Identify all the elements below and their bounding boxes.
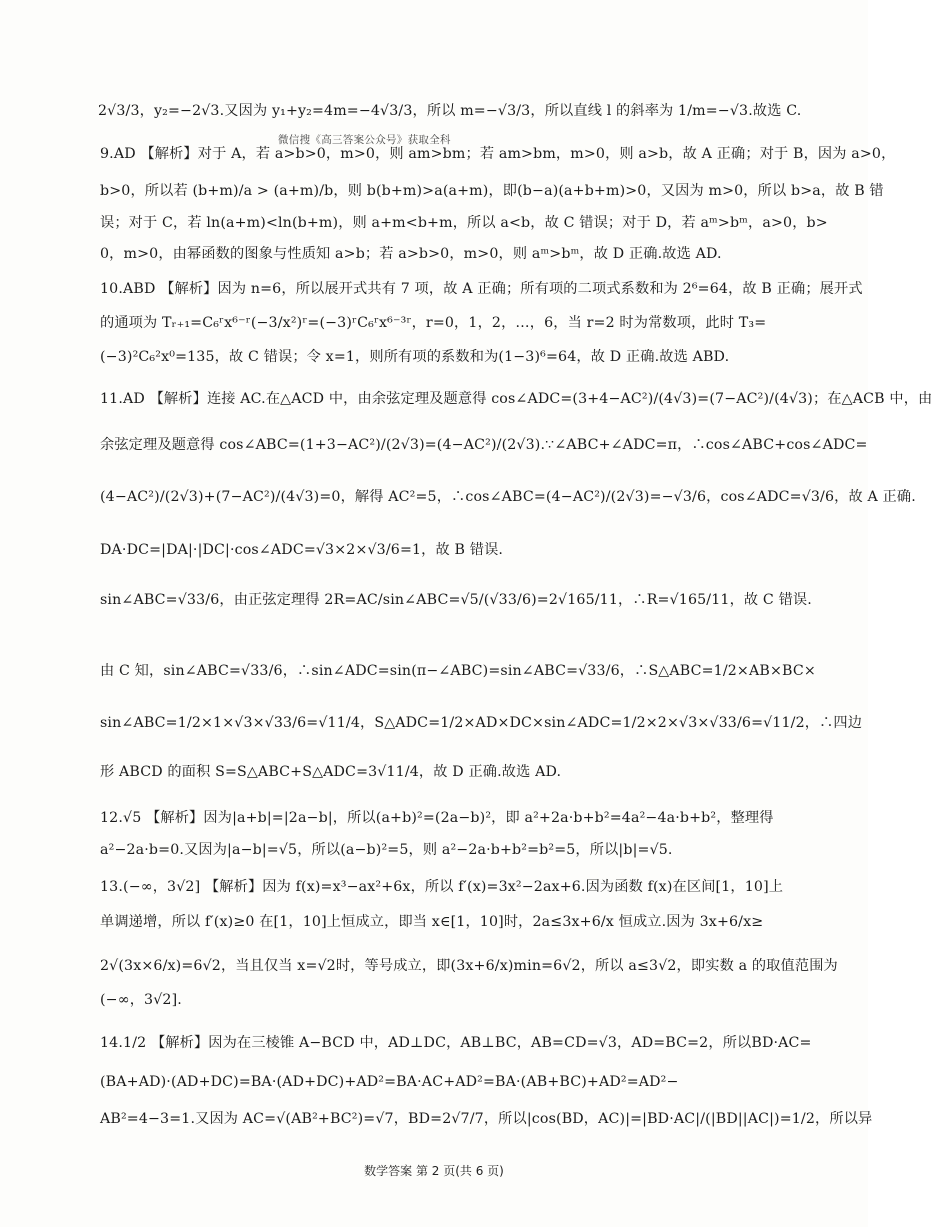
- text-line: 9.AD 【解析】对于 A，若 a>b>0，m>0，则 am>bm；若 am>bm，m>0，则 a>b，故 A 正确；对于 B，因为 a>0，: [100, 146, 896, 162]
- text-line: (−∞，3√2].: [100, 992, 182, 1008]
- text-line: 10.ABD 【解析】因为 n=6，所以展开式共有 7 项，故 A 正确；所有项的二项式系数和为 2⁶=64，故 B 正确；展开式: [100, 281, 863, 297]
- text-line: 11.AD 【解析】连接 AC.在△ACD 中，由余弦定理及题意得 cos∠ADC=(3+4−AC²)/(4√3)=(7−AC²)/(4√3)；在△ACB 中，由: [100, 391, 932, 407]
- text-line: b>0，所以若 (b+m)/a > (a+m)/b，则 b(b+m)>a(a+m)，即(b−a)(a+b+m)>0，又因为 m>0，所以 b>a，故 B 错: [100, 183, 884, 199]
- text-line: (−3)²C₆²x⁰=135，故 C 错误；令 x=1，则所有项的系数和为(1−3)⁶=64，故 D 正确.故选 ABD.: [100, 349, 730, 365]
- watermark-text: 微信搜《高三答案公众号》获取全科: [278, 134, 451, 146]
- text-line: AB²=4−3=1.又因为 AC=√(AB²+BC²)=√7，BD=2√7/7，所以|cos(BD，AC)|=|BD·AC|/(|BD||AC|)=1/2，所以异: [100, 1111, 873, 1127]
- page-footer: 数学答案 第 2 页(共 6 页): [364, 1164, 504, 1178]
- text-line: 由 C 知，sin∠ABC=√33/6，∴sin∠ADC=sin(π−∠ABC)=sin∠ABC=√33/6，∴S△ABC=1/2×AB×BC×: [100, 663, 816, 679]
- text-line: 的通项为 Tᵣ₊₁=C₆ʳx⁶⁻ʳ(−3/x²)ʳ=(−3)ʳC₆ʳx⁶⁻³ʳ，r=0，1，2，…，6，当 r=2 时为常数项，此时 T₃=: [100, 315, 767, 331]
- text-line: 14.1/2 【解析】因为在三棱锥 A−BCD 中，AD⊥DC，AB⊥BC，AB=CD=√3，AD=BC=2，所以BD·AC=: [100, 1035, 812, 1051]
- text-line: 12.√5 【解析】因为|a+b|=|2a−b|，所以(a+b)²=(2a−b)²，即 a²+2a·b+b²=4a²−4a·b+b²，整理得: [100, 810, 774, 826]
- text-line: (BA+AD)·(AD+DC)=BA·(AD+DC)+AD²=BA·AC+AD²=BA·(AB+BC)+AD²=AD²−: [100, 1074, 679, 1090]
- text-line: 误；对于 C，若 ln(a+m)<ln(b+m)，则 a+m<b+m，所以 a<b，故 C 错误；对于 D，若 aᵐ>bᵐ，a>0，b>: [100, 215, 828, 231]
- text-line: 形 ABCD 的面积 S=S△ABC+S△ADC=3√11/4，故 D 正确.故选 AD.: [100, 764, 562, 780]
- text-line: DA·DC=|DA|·|DC|·cos∠ADC=√3×2×√3/6=1，故 B 错误.: [100, 542, 504, 558]
- text-line: 13.(−∞，3√2] 【解析】因为 f(x)=x³−ax²+6x，所以 f′(x)=3x²−2ax+6.因为函数 f(x)在区间[1，10]上: [100, 879, 784, 895]
- text-line: 余弦定理及题意得 cos∠ABC=(1+3−AC²)/(2√3)=(4−AC²)/(2√3).∵∠ABC+∠ADC=π，∴cos∠ABC+cos∠ADC=: [100, 437, 868, 453]
- text-line: 0，m>0，由幂函数的图象与性质知 a>b；若 a>b>0，m>0，则 aᵐ>bᵐ，故 D 正确.故选 AD.: [100, 246, 722, 262]
- text-line: (4−AC²)/(2√3)+(7−AC²)/(4√3)=0，解得 AC²=5，∴cos∠ABC=(4−AC²)/(2√3)=−√3/6，cos∠ADC=√3/6，故 A 正确.: [100, 489, 916, 505]
- text-line: 2√3/3，y₂=−2√3.又因为 y₁+y₂=4m=−4√3/3，所以 m=−√3/3，所以直线 l 的斜率为 1/m=−√3.故选 C.: [98, 103, 802, 119]
- text-line: sin∠ABC=√33/6，由正弦定理得 2R=AC/sin∠ABC=√5/(√33/6)=2√165/11，∴R=√165/11，故 C 错误.: [100, 592, 812, 608]
- text-line: sin∠ABC=1/2×1×√3×√33/6=√11/4，S△ADC=1/2×AD×DC×sin∠ADC=1/2×2×√3×√33/6=√11/2，∴四边: [100, 715, 863, 731]
- text-line: a²−2a·b=0.又因为|a−b|=√5，所以(a−b)²=5，则 a²−2a·b+b²=b²=5，所以|b|=√5.: [100, 842, 673, 858]
- text-line: 单调递增，所以 f′(x)≥0 在[1，10]上恒成立，即当 x∈[1，10]时，2a≤3x+6/x 恒成立.因为 3x+6/x≥: [100, 914, 764, 930]
- text-line: 2√(3x×6/x)=6√2，当且仅当 x=√2时，等号成立，即(3x+6/x)min=6√2，所以 a≤3√2，即实数 a 的取值范围为: [100, 958, 838, 974]
